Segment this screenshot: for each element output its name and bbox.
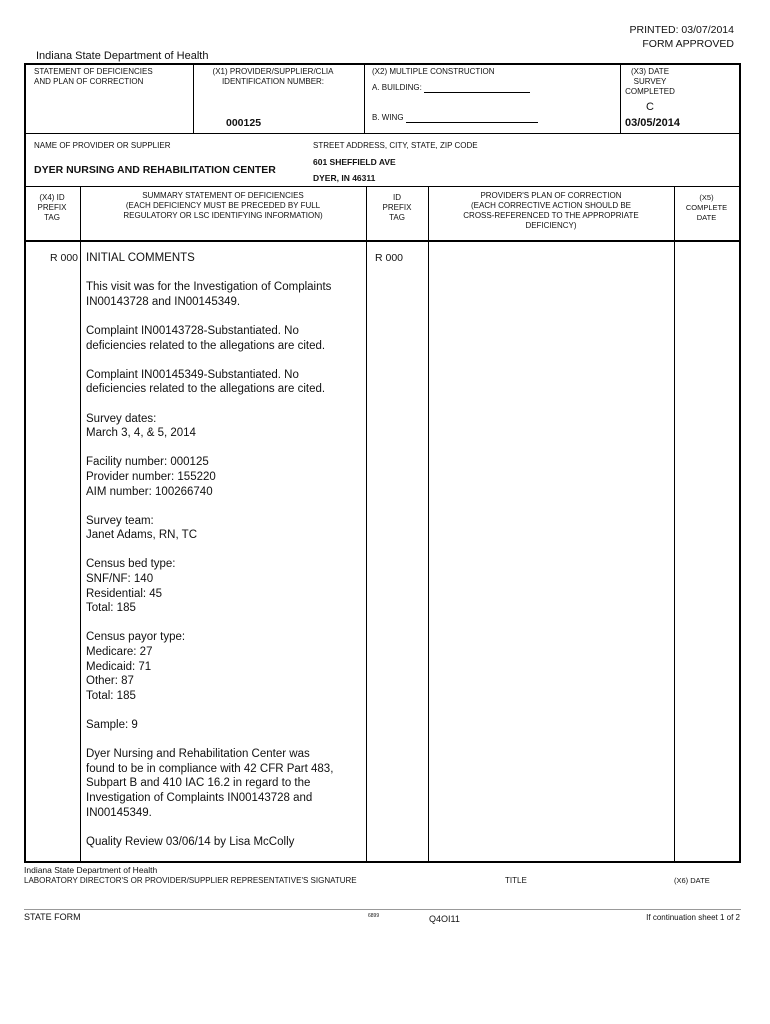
top-box-bottom xyxy=(24,133,741,134)
paragraph: Survey team: Janet Adams, RN, TC xyxy=(86,514,197,542)
statement-label: STATEMENT OF DEFICIENCIES AND PLAN OF CORRECTION xyxy=(34,67,153,86)
x2-building: A. BUILDING: xyxy=(372,83,530,93)
printed-date: PRINTED: 03/07/2014 xyxy=(629,24,734,36)
entry-title: INITIAL COMMENTS xyxy=(86,252,195,264)
provider-name-value: DYER NURSING AND REHABILITATION CENTER xyxy=(34,164,276,176)
plan-header: PROVIDER'S PLAN OF CORRECTION (EACH CORRECTIVE ACTION SHOULD BE CROSS-REFERENCED TO THE APPROPRIATE DEFICIENCY) xyxy=(463,191,639,230)
x3-date: 03/05/2014 xyxy=(624,117,681,129)
paragraph: Census bed type: SNF/NF: 140 Residential: 45 Total: 185 xyxy=(86,558,176,615)
paragraph: Survey dates: March 3, 4, & 5, 2014 xyxy=(86,412,196,440)
street-address: 601 SHEFFIELD AVE xyxy=(313,157,396,167)
paragraph: This visit was for the Investigation of Complaints IN00143728 and IN00145349. xyxy=(86,281,332,308)
form-code: 6899 xyxy=(368,913,380,919)
divider-x2 xyxy=(364,63,365,133)
continuation-sheet: If continuation sheet 1 of 2 xyxy=(646,913,740,922)
deficiency-summary xyxy=(86,251,361,864)
paragraph: Quality Review 03/06/14 by Lisa McColly xyxy=(86,835,295,848)
top-border xyxy=(24,63,741,65)
footer-rule xyxy=(24,909,741,910)
agency-name: Indiana State Department of Health xyxy=(36,50,209,62)
x6-date-label: (X6) DATE xyxy=(674,876,710,885)
x4-header: (X4) ID PREFIX TAG xyxy=(37,193,67,222)
id-header: ID PREFIX TAG xyxy=(382,193,412,222)
x2-wing: B. WING xyxy=(372,113,538,123)
x3-letter: C xyxy=(646,101,654,113)
left-border xyxy=(24,63,26,862)
divider-x4 xyxy=(80,186,81,861)
form-approved-label: FORM APPROVED xyxy=(642,38,734,50)
paragraph: Dyer Nursing and Rehabilitation Center was found to be in compliance with 42 CFR Part 483, Subpart B and 410 IAC 16.2 in regard to the Investigation of Complaints IN00143728 and IN00145349. xyxy=(86,748,334,819)
x3-label: (X3) DATE SURVEY COMPLETED xyxy=(625,67,675,96)
signature-label: LABORATORY DIRECTOR'S OR PROVIDER/SUPPLIER REPRESENTATIVE'S SIGNATURE xyxy=(24,876,357,885)
divider-plan xyxy=(674,186,675,861)
state-form-label: STATE FORM xyxy=(24,912,81,922)
x1-id-value: 000125 xyxy=(226,117,262,129)
x1-label: (X1) PROVIDER/SUPPLIER/CLIA IDENTIFICATION NUMBER: xyxy=(212,67,334,86)
paragraph: Sample: 9 xyxy=(86,719,138,731)
address-label: STREET ADDRESS, CITY, STATE, ZIP CODE xyxy=(313,141,478,150)
event-id: Q4OI11 xyxy=(429,914,460,924)
divider-id xyxy=(428,186,429,861)
right-border xyxy=(739,63,741,862)
prefix-tag: R 000 xyxy=(50,252,79,264)
title-label: TITLE xyxy=(505,876,527,885)
paragraph: Complaint IN00145349-Substantiated. No deficiencies related to the allegations are cited. xyxy=(86,368,326,396)
paragraph: Complaint IN00143728-Substantiated. No deficiencies related to the allegations are cited. xyxy=(86,324,326,352)
paragraph: Facility number: 000125 Provider number: 155220 AIM number: 100266740 xyxy=(86,456,216,498)
provider-name-label: NAME OF PROVIDER OR SUPPLIER xyxy=(34,141,171,150)
x2-label: (X2) MULTIPLE CONSTRUCTION xyxy=(372,67,495,76)
signature-agency: Indiana State Department of Health xyxy=(24,865,158,875)
column-header-bottom xyxy=(24,240,741,242)
summary-header: SUMMARY STATEMENT OF DEFICIENCIES (EACH DEFICIENCY MUST BE PRECEDED BY FULL REGULATORY OR LSC IDENTIFYING INFORMATION) xyxy=(123,191,323,220)
city-state-zip: DYER, IN 46311 xyxy=(313,173,376,183)
divider-summary xyxy=(366,186,367,861)
id-prefix-tag: R 000 xyxy=(375,252,404,264)
paragraph: Census payor type: Medicare: 27 Medicaid: 71 Other: 87 Total: 185 xyxy=(86,631,186,702)
provider-row-bottom xyxy=(24,186,741,187)
x5-header: (X5) COMPLETE DATE xyxy=(685,193,728,222)
